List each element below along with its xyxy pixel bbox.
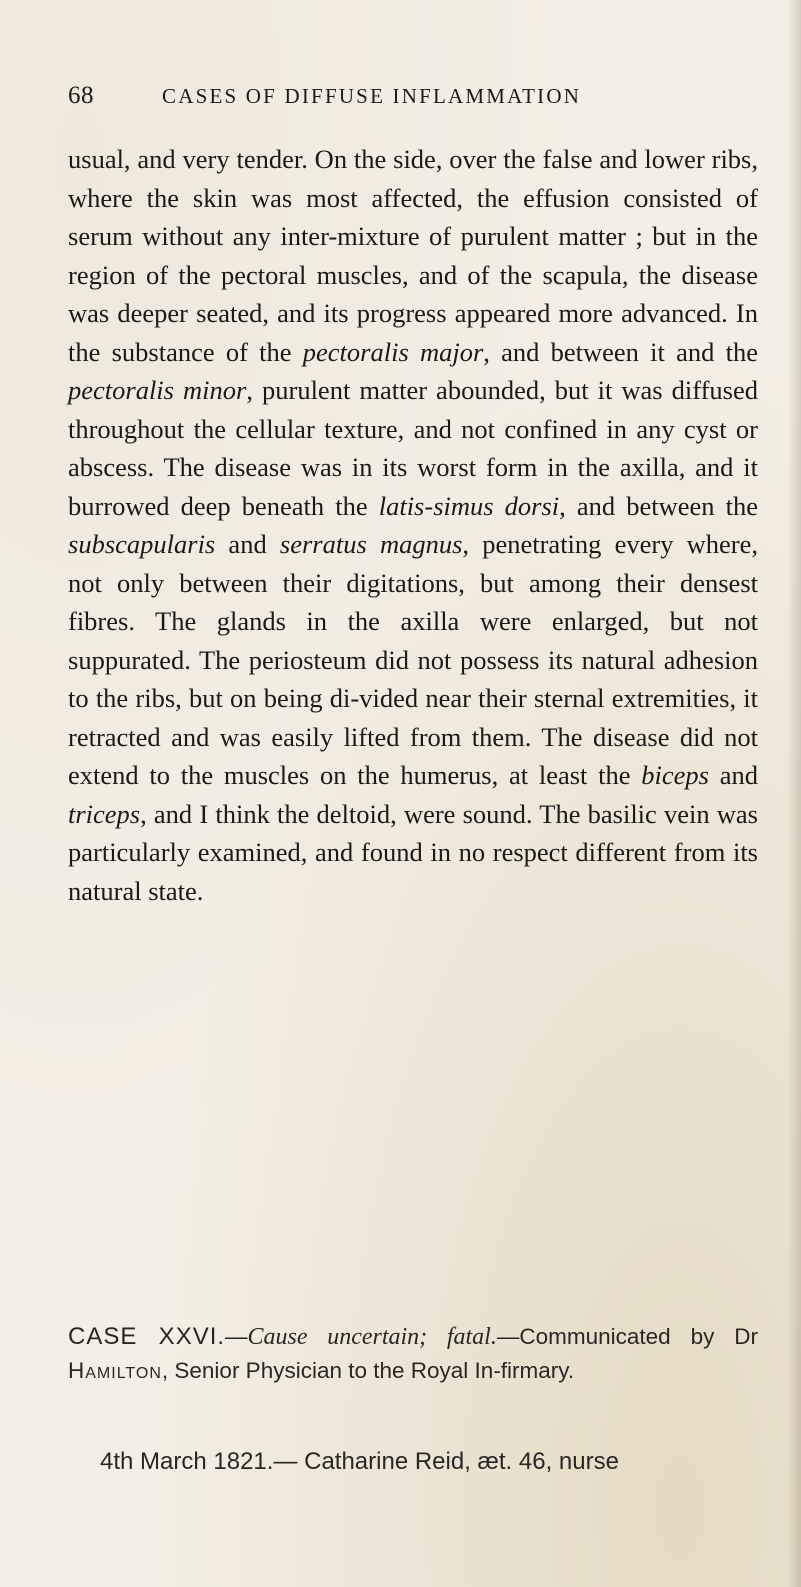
italic-term: serratus magnus <box>279 529 463 559</box>
text-run: and <box>215 529 280 559</box>
italic-term: triceps <box>68 798 141 829</box>
text-run: and <box>708 760 758 790</box>
case-rest: , Senior Physician to the Royal In-firmary. <box>161 1358 575 1383</box>
italic-term: pectoralis minor <box>68 375 247 405</box>
text-run: , penetrating every where, not only between their digitations, but among their densest fibres. The glands in the axilla were enlarged, but not suppurated. The periosteum did not possess its natural adhesion to the ribs, but on being di-vided near their sternal extremities, it retracted and was easily lifted from them. The disease did not extend to the muscles on the humerus, at least the <box>68 529 758 790</box>
running-title: CASES OF DIFFUSE INFLAMMATION <box>162 84 582 108</box>
case-cause: Cause uncertain; fatal. <box>247 1324 497 1350</box>
italic-term: biceps <box>641 760 709 790</box>
case-entry: 4th March 1821.— Catharine Reid, æt. 46, nurse <box>100 1448 619 1475</box>
case-heading <box>68 1320 758 1387</box>
italic-term: pectoralis major <box>302 336 484 367</box>
page-number: 68 <box>68 82 94 109</box>
text-run: , purulent matter abounded, but it was diffused throughout the cellular texture, and not confined in any cyst or abscess. The disease was in its worst form in the axilla, and it burrowed deep beneath the <box>68 375 758 521</box>
text-run: , and between it and the <box>483 336 758 367</box>
text-run: usual, and very tender. On the side, over the false and lower ribs, where the skin was most affected, the effusion consisted of serum without any inter-mixture of purulent matter ; but in the region of the pectoral muscles, and of the scapula, the disease was deeper seated, and its progress appeared more advanced. In the substance of the <box>68 144 758 367</box>
case-dash: — <box>225 1324 248 1349</box>
page-edge-shadow <box>787 0 801 1587</box>
case-communicated: —Communicated by Dr <box>496 1324 758 1349</box>
body-paragraph <box>68 140 758 910</box>
case-physician: Hamilton <box>68 1358 162 1383</box>
case-label: CASE XXVI. <box>68 1323 226 1350</box>
text-run: , and I think the deltoid, were sound. The basilic vein was particularly examined, and found in no respect different from its natural state. <box>68 798 758 906</box>
italic-term: subscapularis <box>68 529 216 559</box>
italic-term: latis-simus dorsi <box>378 490 560 521</box>
page-header <box>68 82 758 126</box>
text-run: , and between the <box>559 490 758 521</box>
